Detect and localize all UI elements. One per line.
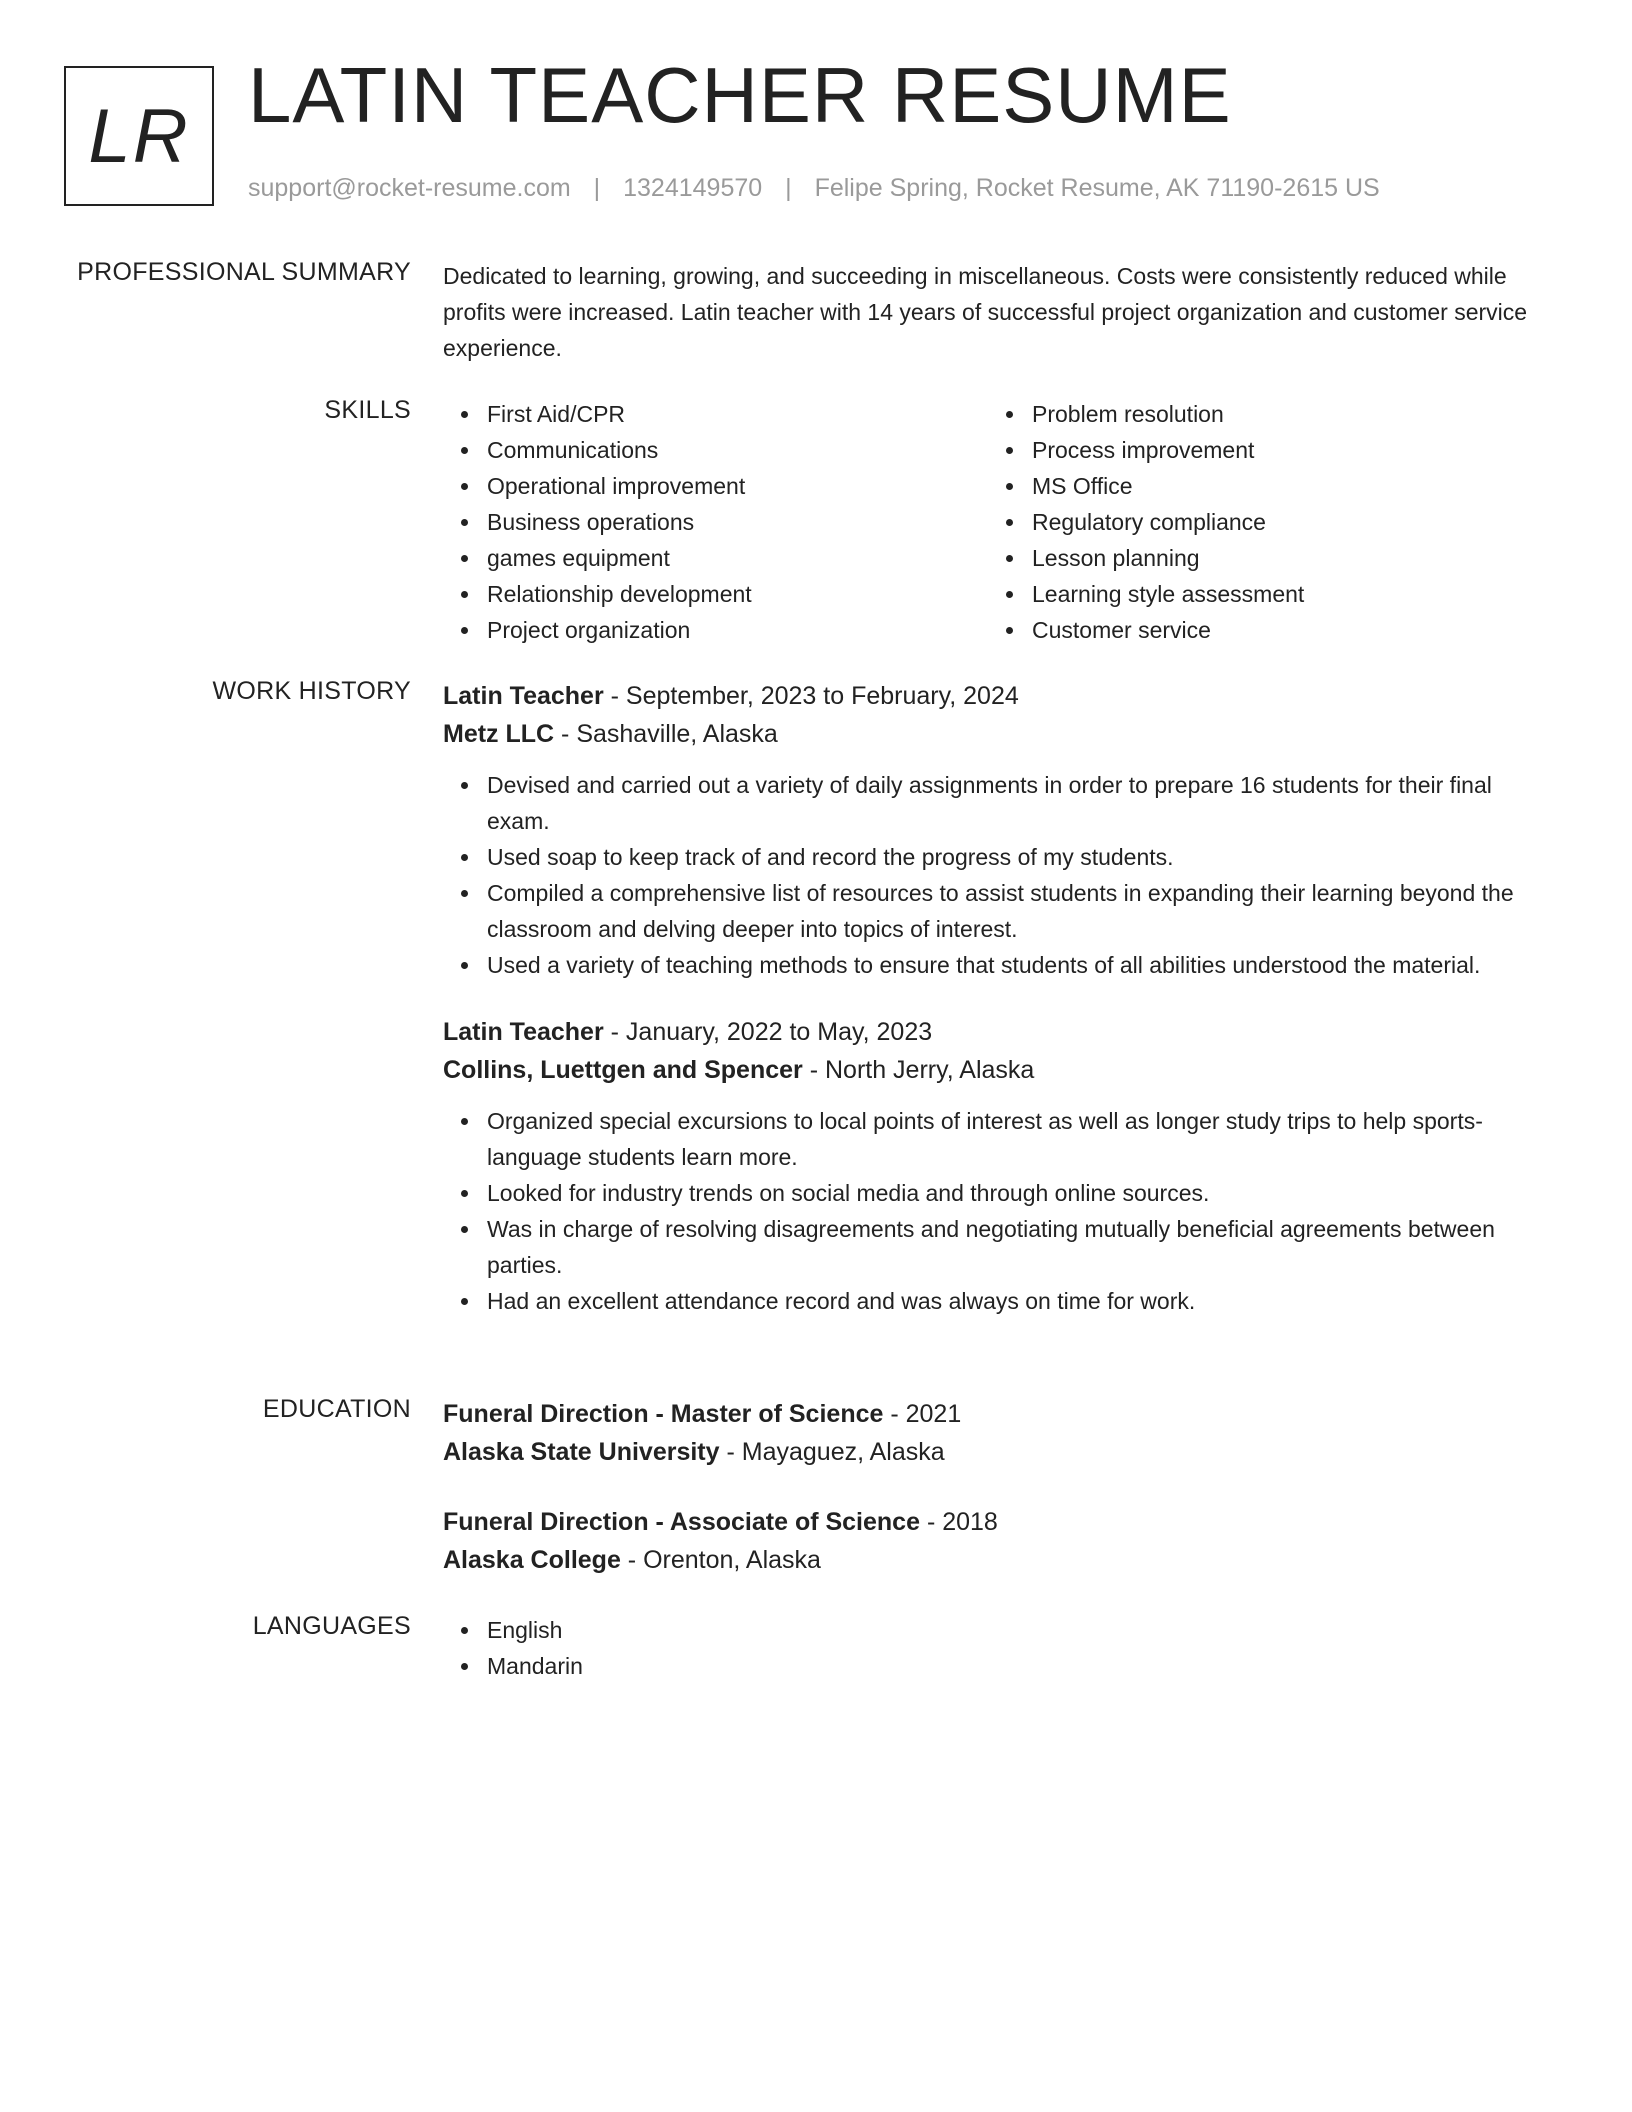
skill-item: Relationship development [487,576,988,612]
job-duty: Was in charge of resolving disagreements and negotiating mutually beneficial agreements between parties. [487,1211,1555,1283]
education-location: - Orenton, Alaska [620,1546,821,1574]
education-degree: Funeral Direction - Associate of Science [443,1508,920,1536]
section-label-languages: LANGUAGES [252,1612,411,1640]
job-duties-list [443,767,1555,983]
skill-item: Project organization [487,612,988,648]
summary-text: Dedicated to learning, growing, and succeeding in miscellaneous. Costs were consistently reduced while profits were increased. Latin teacher with 14 years of successful project organization and customer service experience. [443,263,1528,361]
skill-item: Lesson planning [1032,540,1533,576]
languages-list [443,1612,1555,1684]
education-body [443,1395,1555,1579]
section-label-education: EDUCATION [262,1395,411,1423]
education-entry [443,1503,1555,1579]
skill-item: Regulatory compliance [1032,504,1533,540]
resume-title: LATIN TEACHER RESUME [248,51,1232,139]
skill-item: First Aid/CPR [487,396,988,432]
language-item: English [487,1612,1555,1648]
section-label-work-history: WORK HISTORY [212,677,411,705]
skill-item: games equipment [487,540,988,576]
job-dates: - January, 2022 to May, 2023 [603,1018,933,1046]
skills-grid [443,396,1555,648]
job-title: Latin Teacher [443,1018,604,1046]
education-school: Alaska State University [443,1438,720,1466]
job-company: Metz LLC [443,720,555,748]
job-company: Collins, Luettgen and Spencer [443,1056,803,1084]
contact-phone[interactable]: 1324149570 [623,174,763,202]
skills-body [443,396,1555,648]
job-duty: Organized special excursions to local points of interest as well as longer study trips to help sports-language students learn more. [487,1103,1555,1175]
education-year: - 2018 [920,1508,998,1536]
education-school-line [443,1433,1555,1471]
education-degree-line [443,1503,1555,1541]
skill-item: Business operations [487,504,988,540]
education-location: - Mayaguez, Alaska [719,1438,945,1466]
skill-item: Process improvement [1032,432,1533,468]
contact-separator: | [593,174,601,202]
skill-item: Problem resolution [1032,396,1533,432]
job-entry [443,1013,1555,1319]
education-school-line [443,1541,1555,1579]
job-location: - North Jerry, Alaska [802,1056,1035,1084]
job-duty: Devised and carried out a variety of daily assignments in order to prepare 16 students for their final exam. [487,767,1555,839]
job-company-line [443,1051,1555,1089]
skills-column-left [443,396,988,648]
skills-list-right [988,396,1533,648]
job-dates: - September, 2023 to February, 2024 [603,682,1019,710]
work-history-body [443,677,1555,1319]
education-year: - 2021 [883,1400,962,1428]
skills-column-right [988,396,1533,648]
contact-email[interactable]: support@rocket-resume.com [248,174,571,202]
skill-item: Operational improvement [487,468,988,504]
job-duties-list [443,1103,1555,1319]
contact-address: Felipe Spring, Rocket Resume, AK 71190-2615 US [814,174,1380,202]
section-label-skills: SKILLS [324,396,411,424]
job-title: Latin Teacher [443,682,604,710]
language-item: Mandarin [487,1648,1555,1684]
skill-item: Customer service [1032,612,1533,648]
education-school: Alaska College [443,1546,621,1574]
job-title-line [443,677,1555,715]
languages-body [443,1612,1555,1684]
contact-separator: | [785,174,792,202]
section-label-summary: PROFESSIONAL SUMMARY [77,258,411,286]
job-entry [443,677,1555,983]
monogram-logo [64,66,214,206]
job-duty: Looked for industry trends on social media and through online sources. [487,1175,1555,1211]
job-duty: Had an excellent attendance record and was always on time for work. [487,1283,1555,1319]
summary-body [443,258,1555,366]
job-location: - Sashaville, Alaska [554,720,778,748]
skills-list-left [443,396,988,648]
job-company-line [443,715,1555,753]
education-entry [443,1395,1555,1471]
skill-item: Learning style assessment [1032,576,1533,612]
contact-line [248,174,1380,203]
skill-item: MS Office [1032,468,1533,504]
education-degree-line [443,1395,1555,1433]
skill-item: Communications [487,432,988,468]
job-title-line [443,1013,1555,1051]
job-duty: Compiled a comprehensive list of resources to assist students in expanding their learning beyond the classroom and delving deeper into topics of interest. [487,875,1555,947]
education-degree: Funeral Direction - Master of Science [443,1400,884,1428]
job-duty: Used a variety of teaching methods to ensure that students of all abilities understood the material. [487,947,1555,983]
monogram-text: LR [88,93,190,179]
job-duty: Used soap to keep track of and record the progress of my students. [487,839,1555,875]
